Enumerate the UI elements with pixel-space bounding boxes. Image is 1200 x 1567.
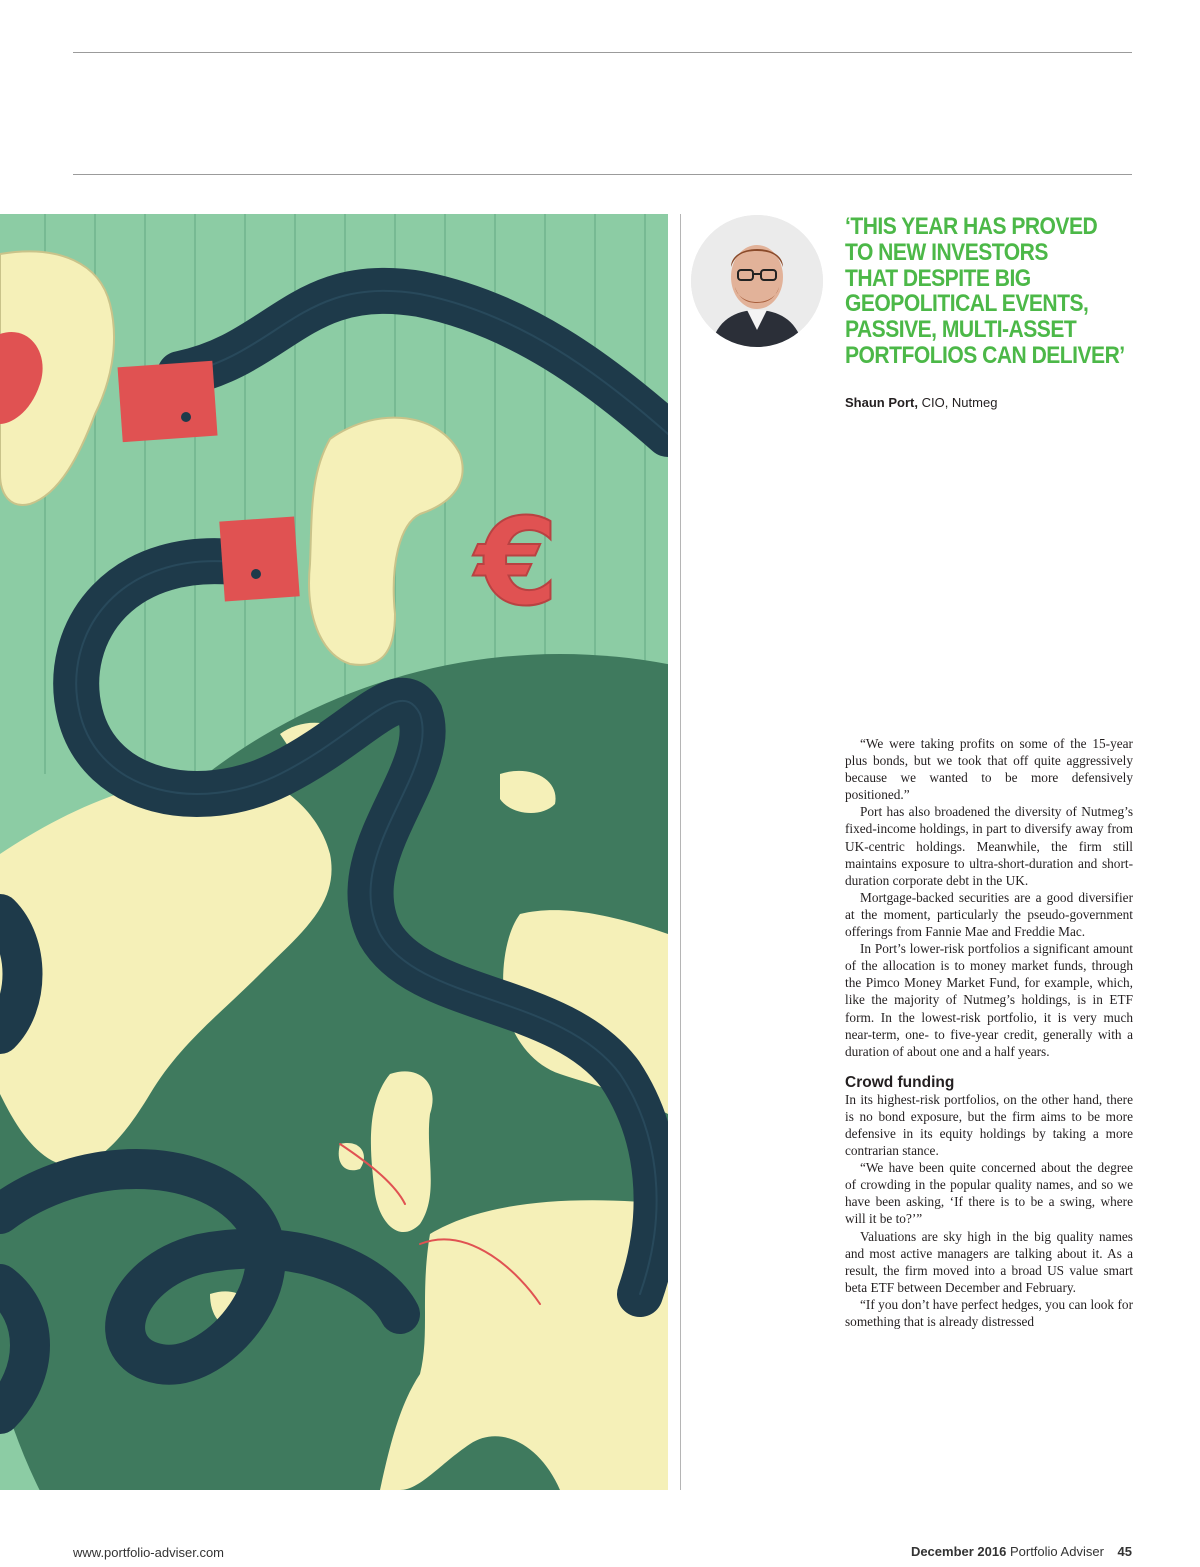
- footer-issue: [911, 1544, 1132, 1559]
- footer-issue-date: December 2016: [910, 1544, 1007, 1559]
- attribution-role: CIO, Nutmeg: [921, 395, 998, 410]
- article-subhead: Crowd funding: [845, 1073, 955, 1091]
- article-paragraph: In its highest-risk portfolios, on the other hand, there is no bond exposure, but the firm aims to be more defensive in its equity holdings by taking a more contrarian stance.: [845, 1091, 1133, 1159]
- pull-quote: [845, 213, 1125, 369]
- euro-symbol-icon: €: [475, 494, 559, 633]
- article-paragraph: “If you don’t have perfect hedges, you can look for something that is already distressed: [845, 1296, 1133, 1329]
- footer-website[interactable]: www.portfolio-adviser.com: [73, 1545, 224, 1560]
- top-rule: [73, 52, 1132, 53]
- article-paragraph: Port has also broadened the diversity of Nutmeg’s fixed-income holdings, in part to diversify away from UK-centric holdings. Meanwhile, the firm still maintains exposure to ultra-short-duration and short-duration corporate debt in the UK.: [845, 804, 1133, 888]
- header-rule: [73, 174, 1132, 175]
- pull-quote-line: GEOPOLITICAL EVENTS,: [845, 290, 1089, 318]
- article-paragraph: Mortgage-backed securities are a good diversifier at the moment, particularly the pseudo-government offerings from Fannie Mae and Freddie Mac.: [845, 889, 1133, 940]
- column-divider: [680, 214, 681, 1490]
- article-paragraph: “We were taking profits on some of the 15-year plus bonds, but we took that off quite aggressively because we wanted to be more defensively positioned.”: [845, 736, 1133, 803]
- footer-publication: Portfolio Adviser: [1009, 1544, 1104, 1559]
- article-paragraph: Valuations are sky high in the big quality names and most active managers are talking about it. As a result, the firm moved into a broad US value smart beta ETF between December and February.: [845, 1228, 1133, 1295]
- author-portrait-avatar: [691, 215, 823, 347]
- pull-quote-line: PORTFOLIOS CAN DELIVER’: [845, 341, 1125, 369]
- article-body: [845, 735, 1133, 1330]
- globe-cables-illustration: [0, 214, 668, 1490]
- pull-quote-line: PASSIVE, MULTI-ASSET: [845, 316, 1077, 344]
- article-paragraph: “We have been quite concerned about the degree of crowding in the popular quality names, and so we have been asking, ‘If there is to be a swing, where will it be to?’”: [845, 1160, 1133, 1227]
- pull-quote-line: TO NEW INVESTORS: [845, 238, 1048, 266]
- page-number: 45: [1117, 1544, 1132, 1559]
- pull-quote-line: ‘THIS YEAR HAS PROVED: [845, 213, 1098, 240]
- pull-quote-line: THAT DESPITE BIG: [845, 264, 1031, 292]
- article-paragraph: In Port’s lower-risk portfolios a significant amount of the allocation is to money market funds, through the Pimco Money Market Fund, for example, which, like the majority of Nutmeg’s holdings, is in ETF form. In the lowest-risk portfolio, it is very much near-term, one- to five-year credit, generally with a duration of about one and a half years.: [845, 941, 1133, 1059]
- attribution-name: Shaun Port,: [845, 395, 918, 410]
- quote-attribution: [845, 395, 997, 410]
